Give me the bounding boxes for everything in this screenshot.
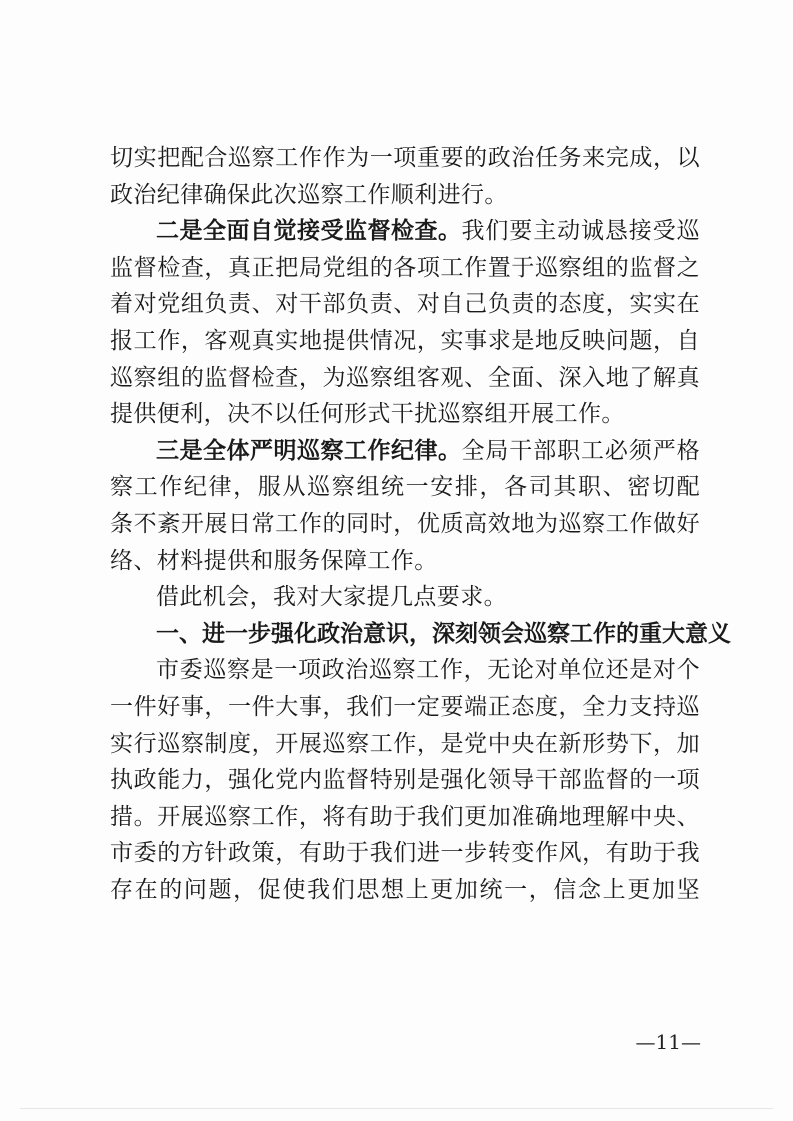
- text-line: 政治纪律确保此次巡察工作顺利进行。: [110, 181, 508, 208]
- text-segment: 全局干部职工必须严格: [461, 437, 700, 464]
- text-line: 存在的问题，促使我们思想上更加统一，信念上更加坚: [110, 876, 700, 903]
- section-heading: 一、进一步强化政治意识，深刻领会巡察工作的重大意义: [156, 620, 731, 647]
- text-line: 执政能力，强化党内监督特别是强化领导干部监督的一项: [110, 767, 700, 794]
- text-line: 提供便利，决不以任何形式干扰巡察组开展工作。: [110, 401, 625, 428]
- text-segment: 我们要主动诚恳接受巡: [461, 218, 700, 245]
- paragraph-lead: 二是全面自觉接受监督检查。: [156, 218, 462, 245]
- paragraph-first-line: [110, 433, 700, 470]
- paragraph-lead: 三是全体严明巡察工作纪律。: [156, 437, 462, 464]
- text-line: 报工作，客观真实地提供情况，实事求是地反映问题，自: [110, 327, 700, 354]
- text-line: 借此机会，我对大家提几点要求。: [156, 584, 507, 611]
- scan-edge-line: [20, 1108, 773, 1109]
- text-line: 措。开展巡察工作，将有助于我们更加准确地理解中央、: [110, 803, 700, 830]
- text-line: 察工作纪律，服从巡察组统一安排，各司其职、密切配: [110, 474, 700, 501]
- text-line: 巡察组的监督检查，为巡察组客观、全面、深入地了解真: [110, 364, 700, 391]
- text-line: 监督检查，真正把局党组的各项工作置于巡察组的监督之: [110, 254, 700, 281]
- text-line: 实行巡察制度，开展巡察工作，是党中央在新形势下，加: [110, 730, 700, 757]
- text-line: 络、材料提供和服务保障工作。: [110, 547, 438, 574]
- text-line: 着对党组负责、对干部负责、对自己负责的态度，实实在: [110, 291, 700, 318]
- text-line: 切实把配合巡察工作作为一项重要的政治任务来完成，以: [110, 145, 700, 171]
- page-number: —11—: [635, 1030, 701, 1054]
- text-line: 市委的方针政策，有助于我们进一步转变作风，有助于我: [110, 840, 700, 867]
- text-line: 市委巡察是一项政治巡察工作，无论对单位还是对个: [156, 657, 700, 684]
- text-line: 一件好事，一件大事，我们一定要端正态度，全力支持巡: [110, 693, 700, 720]
- text-line: 条不紊开展日常工作的同时，优质高效地为巡察工作做好: [110, 510, 700, 537]
- paragraph-first-line: [110, 213, 700, 250]
- body-text: [110, 140, 731, 908]
